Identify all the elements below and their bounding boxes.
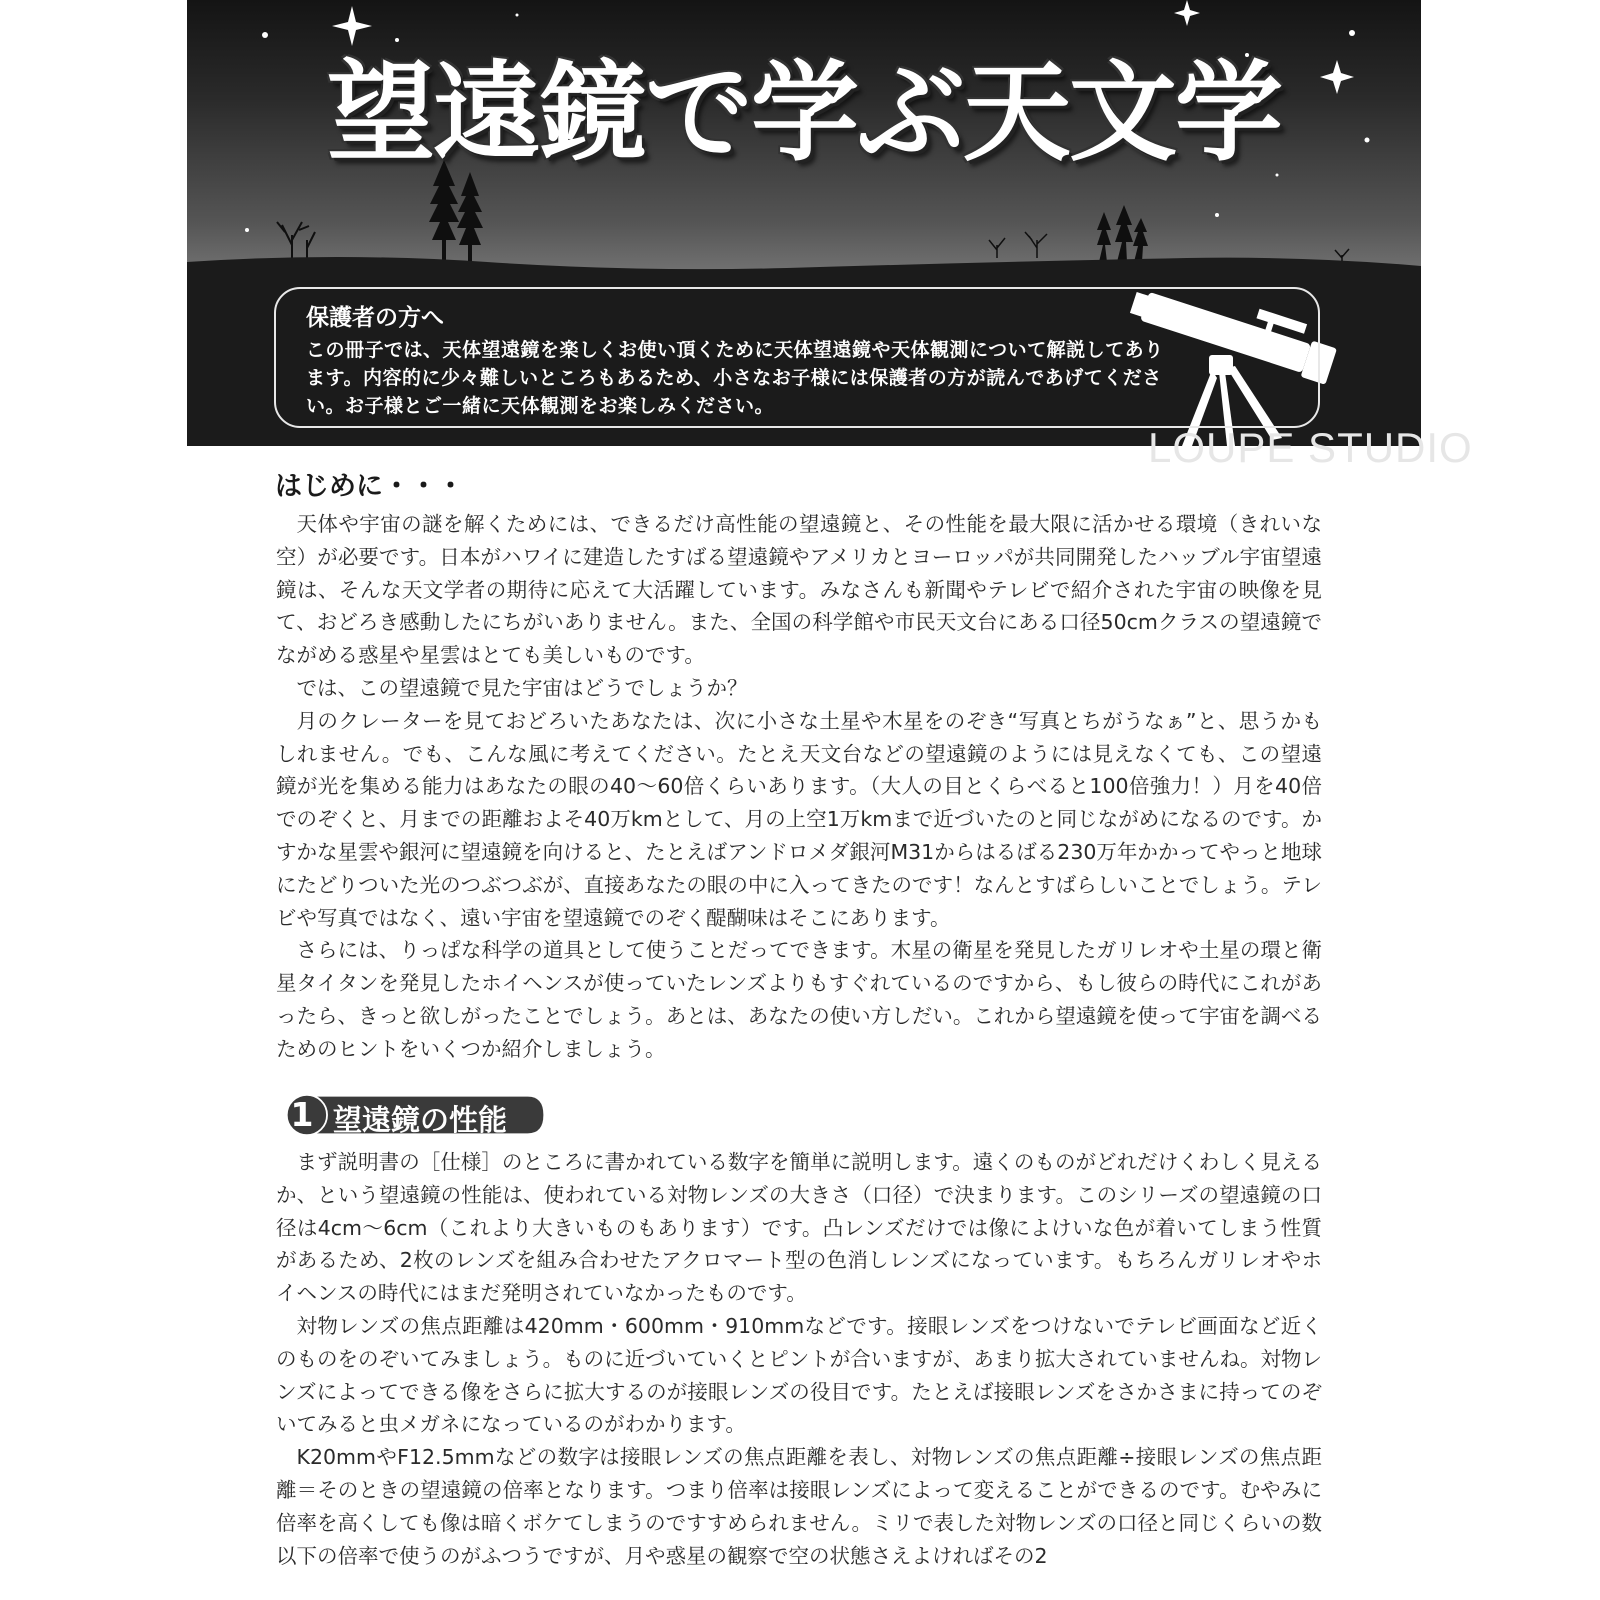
notice-title: 保護者の方へ bbox=[306, 305, 444, 331]
paragraph: 天体や宇宙の謎を解くためには、できるだけ高性能の望遠鏡と、その性能を最大限に活かせる環境（きれいな空）が必要です。日本がハワイに建造したすばる望遠鏡やアメリカとヨーロッパが共同開発したハッブル宇宙望遠鏡は、そんな天文学者の期待に応えて大活躍しています。みなさんも新聞やテレビで紹介された宇宙の映像を見て、おどろき感動したにちがいありません。また、全国の科学館や市民天文台にある口径50cmクラスの望遠鏡でながめる惑星や星雲はとても美しいものです。 bbox=[276, 512, 1322, 668]
paragraph: では、この望遠鏡で見た宇宙はどうでしょうか？ bbox=[296, 675, 748, 700]
guardian-notice-box bbox=[274, 287, 1320, 428]
paragraph: まず説明書の［仕様］のところに書かれている数字を簡単に説明します。遠くのものがどれだけくわしく見えるか、という望遠鏡の性能は、使われている対物レンズの大きさ（口径）で決まります。このシリーズの望遠鏡の口径は4cm～6cm（これより大きいものもあります）です。凸レンズだけでは像によけいな色が着いてしまう性質があるため、2枚のレンズを組み合わせたアクロマート型の色消しレンズになっています。もちろんガリレオやホイヘンスの時代にはまだ発明されていなかったものです。 bbox=[276, 1150, 1322, 1306]
watermark-logo: LOUPE STUDIO bbox=[1148, 424, 1473, 471]
tree-silhouettes-right bbox=[989, 205, 1349, 265]
section-title: 望遠鏡の性能 bbox=[333, 1103, 508, 1137]
paragraph: 対物レンズの焦点距離は420mm・600mm・910mmなどです。接眼レンズをつけないでテレビ画面など近くのものをのぞいてみましょう。ものに近づいていくとピントが合いますが、あまり拡大されていませんね。対物レンズによってできる像をさらに拡大するのが接眼レンズの役目です。たとえば接眼レンズをさかさまに持ってのぞいてみると虫メガネになっているのがわかります。 bbox=[276, 1313, 1322, 1437]
notice-body: この冊子では、天体望遠鏡を楽しくお使い頂くために天体望遠鏡や天体観測について解説してあります。内容的に少々難しいところもあるため、小さなお子様には保護者の方が読んであげてください。お子様とご一緒に天体観測をお楽しみください。 bbox=[306, 339, 1164, 417]
intro-text bbox=[276, 508, 1322, 1066]
paragraph: 月のクレーターを見ておどろいたあなたは、次に小さな土星や木星をのぞき“写真とちがうなぁ”と、思うかもしれません。でも、こんな風に考えてください。たとえ天文台などの望遠鏡のようには見えなくても、この望遠鏡が光を集める能力はあなたの眼の40～60倍くらいあります。（大人の目とくらべると100倍強力！）月を40倍でのぞくと、月までの距離およそ40万kmとして、月の上空1万kmまで近づいたのと同じながめになるのです。かすかな星雲や銀河に望遠鏡を向けると、たとえばアンドロメダ銀河M31からはるばる230万年かかってやっと地球にたどりついた光のつぶつぶが、直接あなたの眼の中に入ってきたのです！なんとすばらしいことでしょう。テレビや写真ではなく、遠い宇宙を望遠鏡でのぞく醍醐味はそこにあります。 bbox=[276, 708, 1322, 930]
paragraph: さらには、りっぱな科学の道具として使うことだってできます。木星の衛星を発見したガリレオや土星の環と衛星タイタンを発見したホイヘンスが使っていたレンズよりもすぐれているのですから、もし彼らの時代にこれがあったら、きっと欲しがったことでしょう。あとは、あなたの使い方しだい。これから望遠鏡を使って宇宙を調べるためのヒントをいくつか紹介しましょう。 bbox=[276, 938, 1322, 1061]
header-banner bbox=[187, 0, 1421, 446]
page-title: 望遠鏡で学ぶ天文学 bbox=[326, 51, 1281, 176]
section1-text bbox=[276, 1146, 1322, 1572]
paragraph: K20mmやF12.5mmなどの数字は接眼レンズの焦点距離を表し、対物レンズの焦点距離÷接眼レンズの焦点距離＝そのときの望遠鏡の倍率となります。つまり倍率は接眼レンズによって変えることができるのです。むやみに倍率を高くしても像は暗くボケてしまうのですすめられません。ミリで表した対物レンズの口径と同じくらいの数以下の倍率で使うのがふつうですが、月や惑星の観察で空の状態さえよければその2 bbox=[276, 1445, 1322, 1568]
section-number: 1 bbox=[290, 1095, 314, 1134]
intro-heading: はじめに・・・ bbox=[275, 471, 464, 502]
